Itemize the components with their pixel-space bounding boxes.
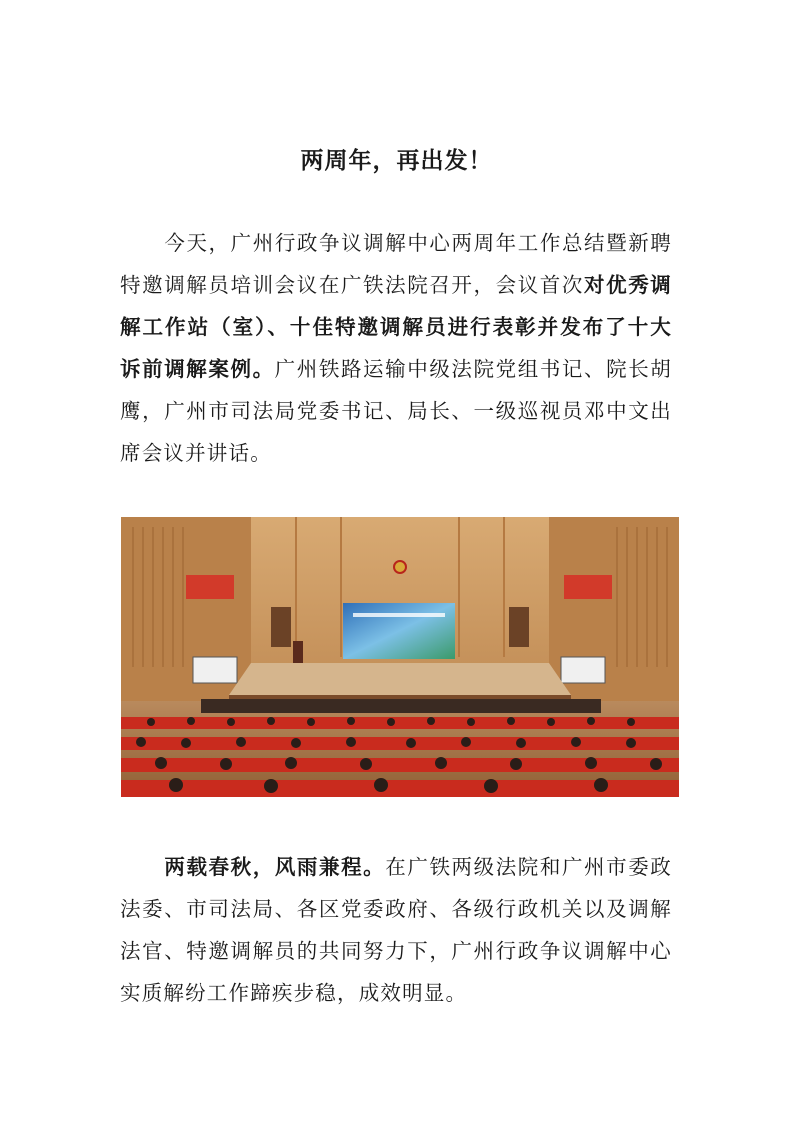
intro-bold-text: 对优秀调解工作站（室）、十佳特邀调解员进行表彰并发布了十大诉前调解案例。 bbox=[120, 273, 672, 381]
intro-tail-text: 广州铁路运输中级法院党组书记、院长胡鹰，广州市司法局党委书记、局长、一级巡视员邓中文出席会议并讲话。 bbox=[120, 357, 672, 465]
summary-tail-text: 在广铁两级法院和广州市委政法委、市司法局、各区党委政府、各级行政机关以及调解法官、特邀调解员的共同努力下，广州行政争议调解中心实质解纷工作蹄疾步稳，成效明显。 bbox=[120, 855, 673, 1005]
summary-paragraph bbox=[120, 846, 672, 1014]
page-title: 两周年，再出发！ bbox=[300, 147, 493, 174]
summary-bold-text: 两载春秋，风雨兼程。 bbox=[164, 855, 386, 879]
intro-lead-text: 今天，广州行政争议调解中心两周年工作总结暨新聘特邀调解员培训会议在广铁法院召开，会议首次 bbox=[120, 231, 672, 297]
intro-paragraph bbox=[120, 222, 672, 474]
conference-hall-photo bbox=[121, 517, 679, 797]
